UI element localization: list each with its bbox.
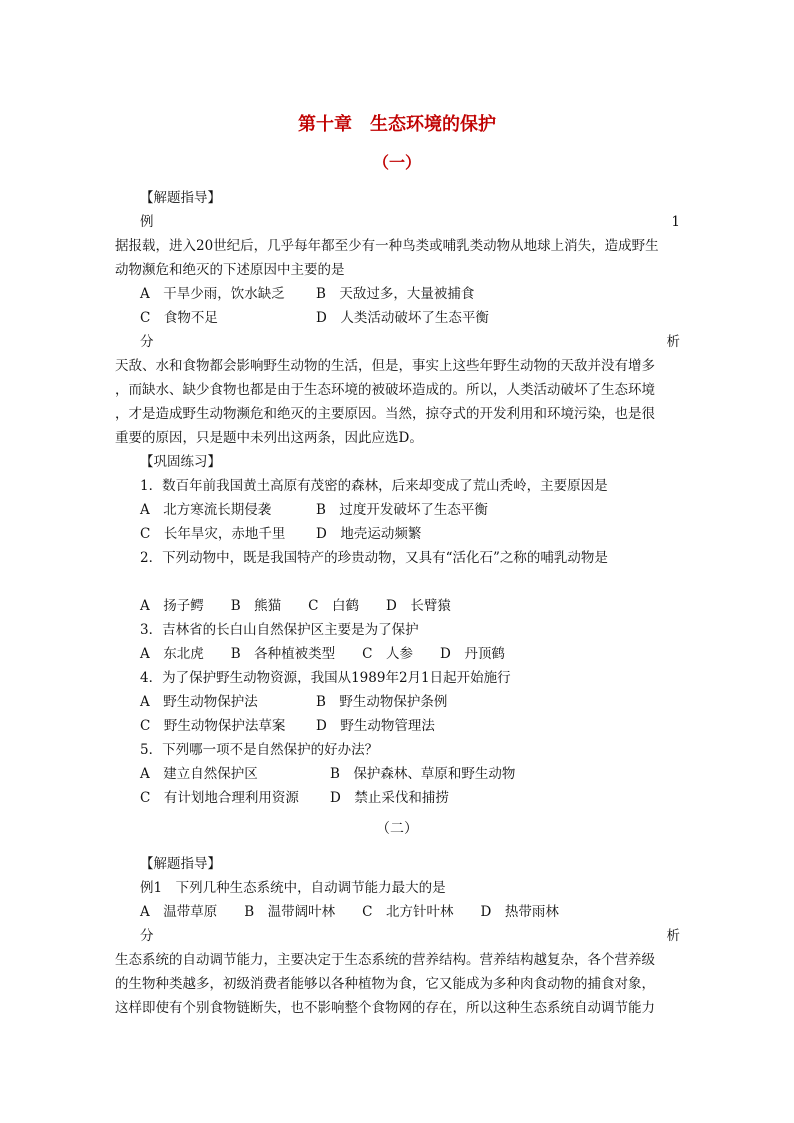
example-question-line: 据报载，进入20世纪后，几乎每年都至少有一种鸟类或哺乳类动物从地球上消失，造成野生 xyxy=(115,238,659,254)
analysis-line: ，才是造成野生动物濒危和绝灭的主要原因。当然，掠夺式的开发利用和环境污染，也是很 xyxy=(115,406,655,422)
analysis-line: 生态系统的自动调节能力，主要决定于生态系统的营养结构。营养结构越复杂，各个营养级 xyxy=(115,952,655,968)
guide-header: 【解题指导】 xyxy=(140,190,221,206)
q4-option-a: A 野生动物保护法 xyxy=(140,694,258,710)
q5-option-c: C 有计划地合理利用资源 xyxy=(140,790,299,806)
q5-option-a: A 建立自然保护区 xyxy=(140,766,258,782)
analysis-label-row-2 xyxy=(115,926,680,946)
analysis-line: 天敌、水和食物都会影响野生动物的生活，但是，事实上这些年野生动物的天敌并没有增多 xyxy=(115,358,655,374)
example-question-line: 动物濒危和绝灭的下述原因中主要的是 xyxy=(115,262,345,278)
q1-option-b: B 过度开发破坏了生态平衡 xyxy=(316,502,488,518)
q4-option-d: D 野生动物管理法 xyxy=(316,718,435,734)
option-c: C 食物不足 xyxy=(140,310,218,326)
q4-option-b: B 野生动物保护条例 xyxy=(316,694,448,710)
example-label-row xyxy=(115,212,680,232)
option-b: B 天敌过多，大量被捕食 xyxy=(316,286,475,302)
q5-option-d: D 禁止采伐和捕捞 xyxy=(330,790,449,806)
analysis-line: ，而缺水、缺少食物也都是由于生态环境的被破坏造成的。所以，人类活动破坏了生态环境 xyxy=(115,382,655,398)
q1-option-c: C 长年旱灾，赤地千里 xyxy=(140,526,286,542)
option-a: A 干旱少雨，饮水缺乏 xyxy=(140,286,285,302)
q1-option-d: D 地壳运动频繁 xyxy=(316,526,422,542)
q5-option-b: B 保护森林、草原和野生动物 xyxy=(330,766,516,782)
practice-header: 【巩固练习】 xyxy=(140,454,221,470)
example-label: 例 xyxy=(140,214,154,230)
analysis-line: 重要的原因，只是题中未列出这两条，因此应选D。 xyxy=(115,430,423,446)
analysis-label-right: 析 xyxy=(666,334,680,350)
question-3: 3．吉林省的长白山自然保护区主要是为了保护 xyxy=(140,622,419,638)
analysis-label-row xyxy=(115,332,680,352)
example-number: 1 xyxy=(671,214,680,230)
question-2: 2．下列动物中，既是我国特产的珍贵动物，又具有“活化石”之称的哺乳动物是 xyxy=(140,550,608,566)
question-4: 4．为了保护野生动物资源，我国从1989年2月1日起开始施行 xyxy=(140,670,511,686)
analysis-line: 这样即使有个别食物链断失，也不影响整个食物网的存在，所以这种生态系统自动调节能力 xyxy=(115,1000,655,1016)
example-options-2: A 温带草原 B 温带阔叶林 C 北方针叶林 D 热带雨林 xyxy=(140,904,559,920)
section-heading-2: （二） xyxy=(376,821,418,837)
analysis-label-right: 析 xyxy=(666,928,680,944)
q4-option-c: C 野生动物保护法草案 xyxy=(140,718,286,734)
question-1: 1．数百年前我国黄土高原有茂密的森林，后来却变成了荒山秃岭，主要原因是 xyxy=(140,478,608,494)
analysis-label-left: 分 xyxy=(140,928,154,944)
option-d: D 人类活动破坏了生态平衡 xyxy=(316,310,489,326)
chapter-title: 第十章 生态环境的保护 xyxy=(298,114,496,135)
analysis-line: 的生物种类越多，初级消费者能够以各种植物为食，它又能成为多种肉食动物的捕食对象， xyxy=(115,976,655,992)
q3-options: A 东北虎 B 各种植被类型 C 人参 D 丹顶鹤 xyxy=(140,646,505,662)
section-heading-1: （一） xyxy=(372,153,421,172)
example-question-2: 例1 下列几种生态系统中，自动调节能力最大的是 xyxy=(140,880,446,896)
q2-options: A 扬子鳄 B 熊猫 C 白鹤 D 长臂猿 xyxy=(140,598,451,614)
guide-header-2: 【解题指导】 xyxy=(140,856,221,872)
analysis-label-left: 分 xyxy=(140,334,154,350)
question-5: 5．下列哪一项不是自然保护的好办法？ xyxy=(140,742,379,758)
q1-option-a: A 北方寒流长期侵袭 xyxy=(140,502,272,518)
